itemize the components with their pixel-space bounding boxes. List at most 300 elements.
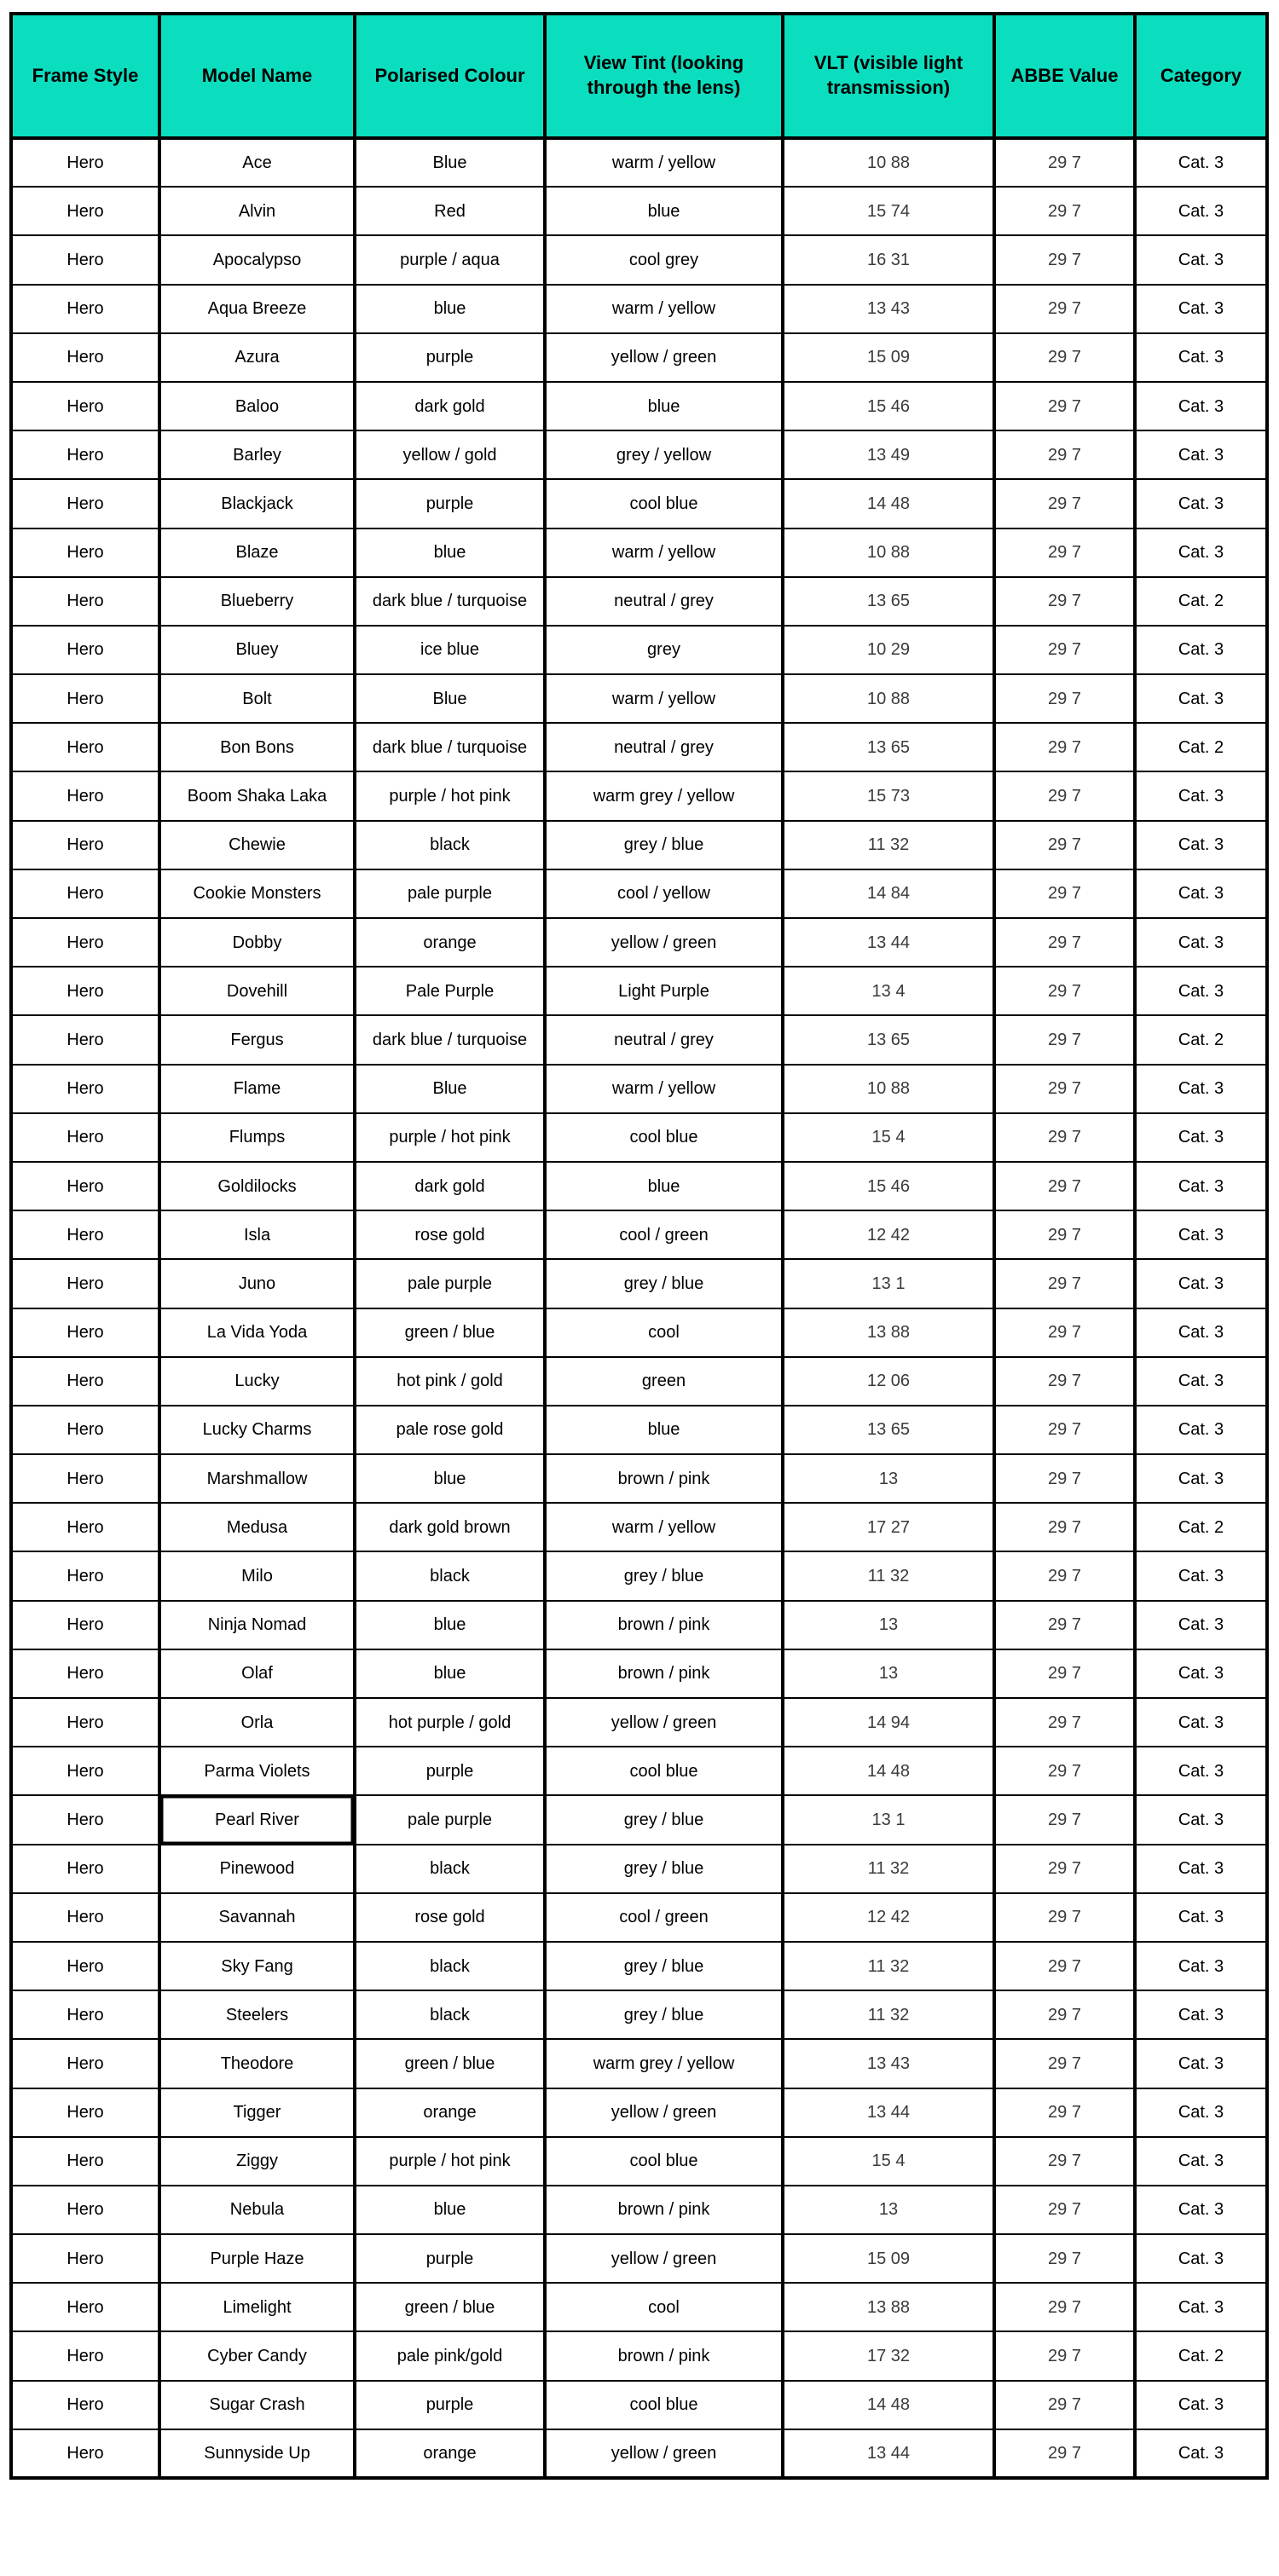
cell-vlt[interactable]: 13 1 — [783, 1795, 994, 1844]
cell-frame[interactable]: Hero — [11, 1015, 159, 1064]
cell-vlt[interactable]: 15 09 — [783, 333, 994, 382]
cell-category[interactable]: Cat. 3 — [1135, 674, 1267, 723]
cell-frame[interactable]: Hero — [11, 2137, 159, 2186]
cell-frame[interactable]: Hero — [11, 2039, 159, 2088]
cell-colour[interactable]: dark gold — [355, 1162, 545, 1210]
cell-model[interactable]: Apocalypso — [159, 235, 355, 284]
cell-model[interactable]: Theodore — [159, 2039, 355, 2088]
cell-category[interactable]: Cat. 3 — [1135, 235, 1267, 284]
cell-vlt[interactable]: 13 65 — [783, 1406, 994, 1454]
cell-frame[interactable]: Hero — [11, 1162, 159, 1210]
cell-model[interactable]: Medusa — [159, 1503, 355, 1551]
cell-frame[interactable]: Hero — [11, 918, 159, 967]
cell-tint[interactable]: blue — [545, 1162, 783, 1210]
cell-tint[interactable]: brown / pink — [545, 1601, 783, 1649]
cell-frame[interactable]: Hero — [11, 577, 159, 626]
cell-model[interactable]: Barley — [159, 430, 355, 479]
cell-frame[interactable]: Hero — [11, 2283, 159, 2331]
cell-category[interactable]: Cat. 3 — [1135, 869, 1267, 918]
cell-abbe[interactable]: 29 7 — [994, 479, 1135, 528]
cell-tint[interactable]: grey / blue — [545, 1942, 783, 1990]
cell-colour[interactable]: dark blue / turquoise — [355, 1015, 545, 1064]
cell-tint[interactable]: warm / yellow — [545, 1503, 783, 1551]
column-header-category[interactable]: Category — [1135, 14, 1267, 138]
cell-tint[interactable]: blue — [545, 382, 783, 430]
cell-model[interactable]: Blackjack — [159, 479, 355, 528]
cell-category[interactable]: Cat. 3 — [1135, 1210, 1267, 1259]
cell-abbe[interactable]: 29 7 — [994, 187, 1135, 235]
cell-abbe[interactable]: 29 7 — [994, 1406, 1135, 1454]
cell-colour[interactable]: pale pink/gold — [355, 2331, 545, 2380]
cell-category[interactable]: Cat. 3 — [1135, 1990, 1267, 2039]
cell-category[interactable]: Cat. 3 — [1135, 626, 1267, 674]
cell-model[interactable]: Limelight — [159, 2283, 355, 2331]
cell-model[interactable]: Blueberry — [159, 577, 355, 626]
cell-colour[interactable]: blue — [355, 1601, 545, 1649]
cell-frame[interactable]: Hero — [11, 1845, 159, 1893]
cell-tint[interactable]: cool / green — [545, 1893, 783, 1942]
cell-abbe[interactable]: 29 7 — [994, 1601, 1135, 1649]
cell-category[interactable]: Cat. 3 — [1135, 382, 1267, 430]
cell-frame[interactable]: Hero — [11, 1551, 159, 1600]
cell-vlt[interactable]: 11 32 — [783, 1551, 994, 1600]
cell-category[interactable]: Cat. 3 — [1135, 187, 1267, 235]
cell-category[interactable]: Cat. 3 — [1135, 1113, 1267, 1162]
cell-model[interactable]: Ninja Nomad — [159, 1601, 355, 1649]
cell-frame[interactable]: Hero — [11, 2088, 159, 2137]
column-header-model-name[interactable]: Model Name — [159, 14, 355, 138]
cell-category[interactable]: Cat. 2 — [1135, 1015, 1267, 1064]
cell-vlt[interactable]: 14 48 — [783, 2381, 994, 2429]
cell-tint[interactable]: yellow / green — [545, 1698, 783, 1747]
cell-model[interactable]: Flame — [159, 1065, 355, 1113]
cell-model[interactable]: Bon Bons — [159, 723, 355, 771]
cell-vlt[interactable]: 13 44 — [783, 2429, 994, 2478]
cell-model[interactable]: Lucky Charms — [159, 1406, 355, 1454]
cell-category[interactable]: Cat. 3 — [1135, 528, 1267, 577]
cell-abbe[interactable]: 29 7 — [994, 1503, 1135, 1551]
cell-abbe[interactable]: 29 7 — [994, 1308, 1135, 1357]
cell-category[interactable]: Cat. 3 — [1135, 821, 1267, 869]
cell-model[interactable]: Pinewood — [159, 1845, 355, 1893]
selected-cell-model[interactable]: Pearl River — [159, 1795, 355, 1844]
cell-frame[interactable]: Hero — [11, 869, 159, 918]
cell-abbe[interactable]: 29 7 — [994, 771, 1135, 820]
cell-model[interactable]: Juno — [159, 1259, 355, 1308]
cell-frame[interactable]: Hero — [11, 1747, 159, 1795]
cell-abbe[interactable]: 29 7 — [994, 528, 1135, 577]
cell-abbe[interactable]: 29 7 — [994, 1747, 1135, 1795]
cell-frame[interactable]: Hero — [11, 1893, 159, 1942]
cell-colour[interactable]: purple — [355, 479, 545, 528]
cell-abbe[interactable]: 29 7 — [994, 869, 1135, 918]
cell-category[interactable]: Cat. 3 — [1135, 1259, 1267, 1308]
cell-frame[interactable]: Hero — [11, 626, 159, 674]
cell-category[interactable]: Cat. 3 — [1135, 2283, 1267, 2331]
cell-model[interactable]: Dovehill — [159, 967, 355, 1015]
cell-frame[interactable]: Hero — [11, 1503, 159, 1551]
cell-colour[interactable]: ice blue — [355, 626, 545, 674]
cell-colour[interactable]: purple / aqua — [355, 235, 545, 284]
cell-tint[interactable]: blue — [545, 1406, 783, 1454]
cell-vlt[interactable]: 14 48 — [783, 1747, 994, 1795]
cell-model[interactable]: Marshmallow — [159, 1454, 355, 1503]
cell-model[interactable]: Chewie — [159, 821, 355, 869]
cell-tint[interactable]: warm / yellow — [545, 674, 783, 723]
cell-model[interactable]: Isla — [159, 1210, 355, 1259]
cell-colour[interactable]: blue — [355, 2186, 545, 2234]
cell-tint[interactable]: yellow / green — [545, 2234, 783, 2283]
cell-vlt[interactable]: 14 94 — [783, 1698, 994, 1747]
cell-vlt[interactable]: 13 1 — [783, 1259, 994, 1308]
cell-category[interactable]: Cat. 3 — [1135, 2381, 1267, 2429]
cell-tint[interactable]: warm grey / yellow — [545, 2039, 783, 2088]
cell-model[interactable]: La Vida Yoda — [159, 1308, 355, 1357]
cell-abbe[interactable]: 29 7 — [994, 821, 1135, 869]
cell-frame[interactable]: Hero — [11, 1795, 159, 1844]
cell-category[interactable]: Cat. 3 — [1135, 1454, 1267, 1503]
cell-tint[interactable]: yellow / green — [545, 2088, 783, 2137]
cell-model[interactable]: Fergus — [159, 1015, 355, 1064]
cell-tint[interactable]: grey / blue — [545, 1551, 783, 1600]
cell-category[interactable]: Cat. 3 — [1135, 967, 1267, 1015]
cell-abbe[interactable]: 29 7 — [994, 138, 1135, 187]
cell-colour[interactable]: black — [355, 1845, 545, 1893]
cell-vlt[interactable]: 12 06 — [783, 1357, 994, 1406]
cell-tint[interactable]: warm / yellow — [545, 528, 783, 577]
cell-frame[interactable]: Hero — [11, 2186, 159, 2234]
cell-tint[interactable]: brown / pink — [545, 1649, 783, 1698]
cell-tint[interactable]: grey / blue — [545, 1990, 783, 2039]
cell-colour[interactable]: orange — [355, 918, 545, 967]
cell-model[interactable]: Dobby — [159, 918, 355, 967]
cell-abbe[interactable]: 29 7 — [994, 285, 1135, 333]
cell-colour[interactable]: black — [355, 1551, 545, 1600]
cell-colour[interactable]: Red — [355, 187, 545, 235]
cell-category[interactable]: Cat. 3 — [1135, 1893, 1267, 1942]
cell-colour[interactable]: blue — [355, 285, 545, 333]
cell-abbe[interactable]: 29 7 — [994, 577, 1135, 626]
cell-vlt[interactable]: 17 27 — [783, 1503, 994, 1551]
cell-frame[interactable]: Hero — [11, 235, 159, 284]
cell-vlt[interactable]: 12 42 — [783, 1893, 994, 1942]
cell-abbe[interactable]: 29 7 — [994, 1065, 1135, 1113]
cell-abbe[interactable]: 29 7 — [994, 1454, 1135, 1503]
cell-colour[interactable]: dark blue / turquoise — [355, 723, 545, 771]
cell-tint[interactable]: cool blue — [545, 2137, 783, 2186]
cell-frame[interactable]: Hero — [11, 1406, 159, 1454]
cell-tint[interactable]: grey / yellow — [545, 430, 783, 479]
cell-model[interactable]: Nebula — [159, 2186, 355, 2234]
cell-tint[interactable]: blue — [545, 187, 783, 235]
cell-tint[interactable]: cool blue — [545, 2381, 783, 2429]
cell-tint[interactable]: cool / yellow — [545, 869, 783, 918]
cell-colour[interactable]: purple — [355, 333, 545, 382]
cell-colour[interactable]: pale purple — [355, 869, 545, 918]
cell-tint[interactable]: neutral / grey — [545, 577, 783, 626]
cell-tint[interactable]: neutral / grey — [545, 1015, 783, 1064]
cell-vlt[interactable]: 11 32 — [783, 821, 994, 869]
cell-frame[interactable]: Hero — [11, 1942, 159, 1990]
cell-vlt[interactable]: 13 65 — [783, 577, 994, 626]
cell-category[interactable]: Cat. 3 — [1135, 1845, 1267, 1893]
cell-colour[interactable]: black — [355, 1942, 545, 1990]
cell-colour[interactable]: Blue — [355, 138, 545, 187]
cell-abbe[interactable]: 29 7 — [994, 1162, 1135, 1210]
cell-vlt[interactable]: 15 4 — [783, 1113, 994, 1162]
cell-category[interactable]: Cat. 3 — [1135, 1065, 1267, 1113]
cell-model[interactable]: Sky Fang — [159, 1942, 355, 1990]
cell-abbe[interactable]: 29 7 — [994, 2331, 1135, 2380]
cell-frame[interactable]: Hero — [11, 1210, 159, 1259]
cell-model[interactable]: Bolt — [159, 674, 355, 723]
cell-model[interactable]: Ziggy — [159, 2137, 355, 2186]
cell-abbe[interactable]: 29 7 — [994, 626, 1135, 674]
cell-colour[interactable]: Blue — [355, 674, 545, 723]
cell-category[interactable]: Cat. 3 — [1135, 1357, 1267, 1406]
cell-category[interactable]: Cat. 3 — [1135, 2186, 1267, 2234]
cell-vlt[interactable]: 13 65 — [783, 723, 994, 771]
cell-abbe[interactable]: 29 7 — [994, 1795, 1135, 1844]
cell-colour[interactable]: purple / hot pink — [355, 2137, 545, 2186]
cell-tint[interactable]: grey / blue — [545, 1259, 783, 1308]
cell-model[interactable]: Blaze — [159, 528, 355, 577]
cell-model[interactable]: Bluey — [159, 626, 355, 674]
cell-category[interactable]: Cat. 3 — [1135, 1162, 1267, 1210]
cell-frame[interactable]: Hero — [11, 528, 159, 577]
cell-vlt[interactable]: 13 4 — [783, 967, 994, 1015]
cell-model[interactable]: Steelers — [159, 1990, 355, 2039]
cell-colour[interactable]: hot pink / gold — [355, 1357, 545, 1406]
cell-tint[interactable]: cool blue — [545, 1747, 783, 1795]
cell-frame[interactable]: Hero — [11, 430, 159, 479]
cell-colour[interactable]: hot purple / gold — [355, 1698, 545, 1747]
cell-vlt[interactable]: 15 74 — [783, 187, 994, 235]
cell-abbe[interactable]: 29 7 — [994, 1015, 1135, 1064]
cell-colour[interactable]: pale purple — [355, 1795, 545, 1844]
cell-vlt[interactable]: 15 46 — [783, 382, 994, 430]
cell-tint[interactable]: cool blue — [545, 1113, 783, 1162]
cell-abbe[interactable]: 29 7 — [994, 2429, 1135, 2478]
cell-colour[interactable]: rose gold — [355, 1893, 545, 1942]
cell-model[interactable]: Baloo — [159, 382, 355, 430]
cell-tint[interactable]: cool grey — [545, 235, 783, 284]
cell-category[interactable]: Cat. 3 — [1135, 333, 1267, 382]
cell-colour[interactable]: purple — [355, 2381, 545, 2429]
cell-vlt[interactable]: 15 46 — [783, 1162, 994, 1210]
cell-frame[interactable]: Hero — [11, 187, 159, 235]
cell-model[interactable]: Goldilocks — [159, 1162, 355, 1210]
cell-abbe[interactable]: 29 7 — [994, 2039, 1135, 2088]
cell-colour[interactable]: yellow / gold — [355, 430, 545, 479]
cell-frame[interactable]: Hero — [11, 1357, 159, 1406]
cell-colour[interactable]: blue — [355, 1454, 545, 1503]
cell-abbe[interactable]: 29 7 — [994, 723, 1135, 771]
cell-tint[interactable]: cool blue — [545, 479, 783, 528]
cell-frame[interactable]: Hero — [11, 333, 159, 382]
cell-frame[interactable]: Hero — [11, 1990, 159, 2039]
cell-category[interactable]: Cat. 3 — [1135, 1551, 1267, 1600]
cell-category[interactable]: Cat. 3 — [1135, 138, 1267, 187]
cell-frame[interactable]: Hero — [11, 2429, 159, 2478]
cell-abbe[interactable]: 29 7 — [994, 235, 1135, 284]
cell-tint[interactable]: warm grey / yellow — [545, 771, 783, 820]
cell-colour[interactable]: Blue — [355, 1065, 545, 1113]
cell-abbe[interactable]: 29 7 — [994, 1942, 1135, 1990]
cell-tint[interactable]: yellow / green — [545, 2429, 783, 2478]
cell-vlt[interactable]: 13 — [783, 1649, 994, 1698]
cell-frame[interactable]: Hero — [11, 479, 159, 528]
cell-abbe[interactable]: 29 7 — [994, 2186, 1135, 2234]
cell-tint[interactable]: brown / pink — [545, 2186, 783, 2234]
cell-frame[interactable]: Hero — [11, 138, 159, 187]
cell-abbe[interactable]: 29 7 — [994, 1551, 1135, 1600]
cell-tint[interactable]: cool / green — [545, 1210, 783, 1259]
cell-category[interactable]: Cat. 3 — [1135, 1942, 1267, 1990]
cell-model[interactable]: Ace — [159, 138, 355, 187]
cell-vlt[interactable]: 10 88 — [783, 138, 994, 187]
cell-abbe[interactable]: 29 7 — [994, 1990, 1135, 2039]
cell-model[interactable]: Parma Violets — [159, 1747, 355, 1795]
cell-model[interactable]: Savannah — [159, 1893, 355, 1942]
cell-vlt[interactable]: 15 09 — [783, 2234, 994, 2283]
cell-colour[interactable]: blue — [355, 528, 545, 577]
cell-frame[interactable]: Hero — [11, 771, 159, 820]
cell-abbe[interactable]: 29 7 — [994, 2381, 1135, 2429]
cell-category[interactable]: Cat. 3 — [1135, 771, 1267, 820]
cell-colour[interactable]: pale purple — [355, 1259, 545, 1308]
cell-frame[interactable]: Hero — [11, 967, 159, 1015]
cell-frame[interactable]: Hero — [11, 1601, 159, 1649]
cell-frame[interactable]: Hero — [11, 2331, 159, 2380]
cell-model[interactable]: Flumps — [159, 1113, 355, 1162]
cell-vlt[interactable]: 13 43 — [783, 2039, 994, 2088]
cell-vlt[interactable]: 17 32 — [783, 2331, 994, 2380]
cell-frame[interactable]: Hero — [11, 1113, 159, 1162]
cell-vlt[interactable]: 10 29 — [783, 626, 994, 674]
cell-category[interactable]: Cat. 3 — [1135, 1406, 1267, 1454]
cell-model[interactable]: Purple Haze — [159, 2234, 355, 2283]
cell-model[interactable]: Milo — [159, 1551, 355, 1600]
cell-frame[interactable]: Hero — [11, 285, 159, 333]
cell-category[interactable]: Cat. 3 — [1135, 285, 1267, 333]
cell-vlt[interactable]: 15 73 — [783, 771, 994, 820]
cell-abbe[interactable]: 29 7 — [994, 2234, 1135, 2283]
cell-frame[interactable]: Hero — [11, 2234, 159, 2283]
cell-vlt[interactable]: 15 4 — [783, 2137, 994, 2186]
cell-tint[interactable]: grey / blue — [545, 821, 783, 869]
cell-tint[interactable]: cool — [545, 2283, 783, 2331]
cell-tint[interactable]: warm / yellow — [545, 285, 783, 333]
cell-colour[interactable]: purple — [355, 1747, 545, 1795]
cell-abbe[interactable]: 29 7 — [994, 1893, 1135, 1942]
cell-category[interactable]: Cat. 2 — [1135, 577, 1267, 626]
cell-abbe[interactable]: 29 7 — [994, 2137, 1135, 2186]
cell-colour[interactable]: orange — [355, 2088, 545, 2137]
cell-abbe[interactable]: 29 7 — [994, 1649, 1135, 1698]
cell-vlt[interactable]: 12 42 — [783, 1210, 994, 1259]
cell-category[interactable]: Cat. 3 — [1135, 1601, 1267, 1649]
cell-frame[interactable]: Hero — [11, 1308, 159, 1357]
cell-colour[interactable]: orange — [355, 2429, 545, 2478]
cell-colour[interactable]: rose gold — [355, 1210, 545, 1259]
cell-vlt[interactable]: 16 31 — [783, 235, 994, 284]
cell-abbe[interactable]: 29 7 — [994, 1845, 1135, 1893]
cell-abbe[interactable]: 29 7 — [994, 2283, 1135, 2331]
cell-frame[interactable]: Hero — [11, 1698, 159, 1747]
cell-tint[interactable]: warm / yellow — [545, 1065, 783, 1113]
cell-category[interactable]: Cat. 3 — [1135, 1308, 1267, 1357]
cell-vlt[interactable]: 11 32 — [783, 1942, 994, 1990]
cell-abbe[interactable]: 29 7 — [994, 674, 1135, 723]
cell-tint[interactable]: yellow / green — [545, 333, 783, 382]
cell-frame[interactable]: Hero — [11, 723, 159, 771]
cell-colour[interactable]: green / blue — [355, 2039, 545, 2088]
cell-vlt[interactable]: 13 44 — [783, 2088, 994, 2137]
cell-tint[interactable]: Light Purple — [545, 967, 783, 1015]
cell-category[interactable]: Cat. 3 — [1135, 1649, 1267, 1698]
cell-model[interactable]: Cookie Monsters — [159, 869, 355, 918]
cell-colour[interactable]: green / blue — [355, 2283, 545, 2331]
column-header-abbe-value[interactable]: ABBE Value — [994, 14, 1135, 138]
cell-frame[interactable]: Hero — [11, 2381, 159, 2429]
cell-category[interactable]: Cat. 3 — [1135, 2039, 1267, 2088]
cell-category[interactable]: Cat. 2 — [1135, 723, 1267, 771]
cell-tint[interactable]: yellow / green — [545, 918, 783, 967]
cell-vlt[interactable]: 10 88 — [783, 674, 994, 723]
cell-frame[interactable]: Hero — [11, 1454, 159, 1503]
cell-category[interactable]: Cat. 3 — [1135, 1747, 1267, 1795]
cell-frame[interactable]: Hero — [11, 1649, 159, 1698]
cell-colour[interactable]: dark blue / turquoise — [355, 577, 545, 626]
cell-vlt[interactable]: 10 88 — [783, 1065, 994, 1113]
cell-vlt[interactable]: 13 49 — [783, 430, 994, 479]
cell-vlt[interactable]: 13 — [783, 1601, 994, 1649]
cell-frame[interactable]: Hero — [11, 1259, 159, 1308]
cell-colour[interactable]: black — [355, 821, 545, 869]
cell-category[interactable]: Cat. 3 — [1135, 2137, 1267, 2186]
cell-frame[interactable]: Hero — [11, 821, 159, 869]
cell-abbe[interactable]: 29 7 — [994, 1698, 1135, 1747]
cell-abbe[interactable]: 29 7 — [994, 333, 1135, 382]
cell-tint[interactable]: grey — [545, 626, 783, 674]
cell-colour[interactable]: dark gold — [355, 382, 545, 430]
cell-model[interactable]: Lucky — [159, 1357, 355, 1406]
cell-model[interactable]: Cyber Candy — [159, 2331, 355, 2380]
cell-vlt[interactable]: 13 — [783, 1454, 994, 1503]
cell-model[interactable]: Alvin — [159, 187, 355, 235]
cell-vlt[interactable]: 13 88 — [783, 1308, 994, 1357]
cell-category[interactable]: Cat. 3 — [1135, 918, 1267, 967]
cell-vlt[interactable]: 13 — [783, 2186, 994, 2234]
cell-vlt[interactable]: 13 65 — [783, 1015, 994, 1064]
cell-model[interactable]: Aqua Breeze — [159, 285, 355, 333]
cell-category[interactable]: Cat. 3 — [1135, 2234, 1267, 2283]
cell-category[interactable]: Cat. 2 — [1135, 2331, 1267, 2380]
cell-vlt[interactable]: 14 84 — [783, 869, 994, 918]
column-header-frame-style[interactable]: Frame Style — [11, 14, 159, 138]
cell-abbe[interactable]: 29 7 — [994, 430, 1135, 479]
column-header-vlt[interactable]: VLT (visible light transmission) — [783, 14, 994, 138]
cell-tint[interactable]: grey / blue — [545, 1795, 783, 1844]
cell-vlt[interactable]: 10 88 — [783, 528, 994, 577]
cell-category[interactable]: Cat. 3 — [1135, 479, 1267, 528]
cell-model[interactable]: Boom Shaka Laka — [159, 771, 355, 820]
column-header-polarised-colour[interactable]: Polarised Colour — [355, 14, 545, 138]
cell-colour[interactable]: green / blue — [355, 1308, 545, 1357]
cell-colour[interactable]: purple — [355, 2234, 545, 2283]
cell-model[interactable]: Sunnyside Up — [159, 2429, 355, 2478]
